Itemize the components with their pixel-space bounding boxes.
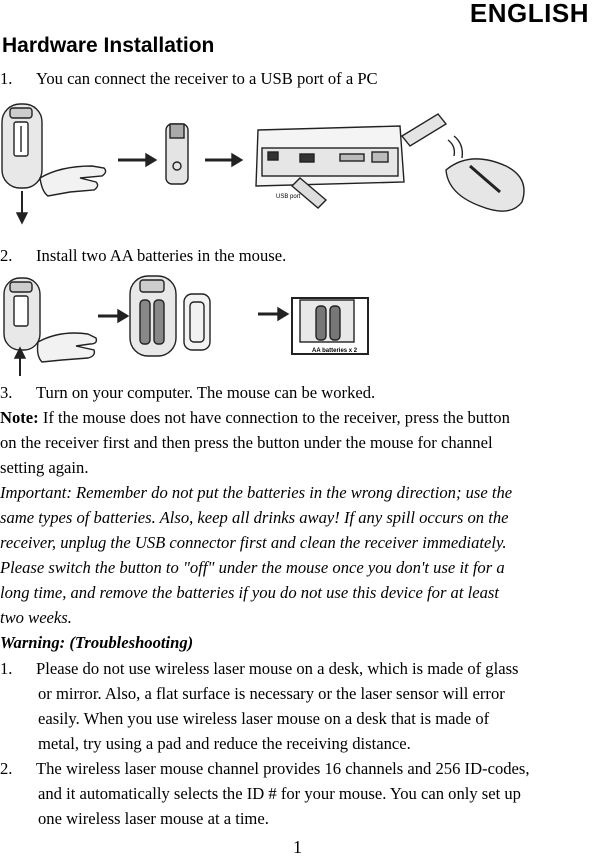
page-title: Hardware Installation (2, 34, 215, 57)
language-label: ENGLISH (469, 0, 589, 28)
important-line-2: same types of batteries. Also, keep all drinks away! If any spill occurs on the (0, 508, 509, 527)
step-text: Turn on your computer. The mouse can be worked. (36, 383, 376, 402)
mouse-top-image (446, 159, 524, 211)
note-text: If the mouse does not have connection to the receiver, press the button (38, 408, 510, 427)
hand-image (40, 166, 106, 196)
page-number: 1 (293, 837, 302, 857)
note-label: Note: (0, 408, 39, 427)
note-line-2: on the receiver first and then press the button under the mouse for channel (0, 433, 493, 452)
warning-text: Please do not use wireless laser mouse on a desk, which is made of glass (36, 659, 519, 678)
warning-item-2-line: one wireless laser mouse at a time. (38, 809, 269, 828)
step-text: You can connect the receiver to a USB port of a PC (36, 69, 378, 88)
warning-item-1 (0, 656, 519, 681)
note-line-3: setting again. (0, 458, 89, 477)
important-line-5: long time, and remove the batteries if you do not use this device for at least (0, 583, 499, 602)
battery-label: AA batteries x 2 (312, 348, 358, 354)
step-number: 1. (0, 69, 13, 88)
figure-battery-install (0, 272, 595, 380)
warning-item-2-line: and it automatically selects the ID # for your mouse. You can only set up (38, 784, 521, 803)
figure-usb-connection (0, 96, 595, 230)
warning-item-1-line: easily. When you use wireless laser mouse on a desk that is made of (38, 709, 490, 728)
important-line-4: Please switch the button to "off" under the mouse once you don't use it for a (0, 558, 505, 577)
step-1 (0, 66, 378, 91)
hand-image (38, 333, 97, 362)
step-2 (0, 243, 286, 268)
receiver-signal-image (402, 114, 446, 146)
important-line-6: two weeks. (0, 608, 72, 627)
warning-title: Warning: (Troubleshooting) (0, 633, 194, 652)
step-number: 2. (0, 246, 13, 265)
note-line-1 (0, 405, 510, 430)
usb-port-label: USB port (276, 194, 301, 200)
warning-number: 1. (0, 659, 13, 678)
warning-text: The wireless laser mouse channel provides 16 channels and 256 ID-codes, (36, 759, 530, 778)
important-line-3: receiver, unplug the USB connector first and clean the receiver immediately. (0, 533, 507, 552)
warning-number: 2. (0, 759, 13, 778)
warning-item-2 (0, 756, 530, 781)
step-3 (0, 380, 375, 405)
important-line-1: Important: Remember do not put the batteries in the wrong direction; use the (0, 483, 513, 502)
warning-item-1-line: or mirror. Also, a flat surface is necessary or the laser sensor will error (38, 684, 505, 703)
warning-item-1-line: metal, try using a pad and reduce the receiving distance. (38, 734, 411, 753)
step-number: 3. (0, 383, 13, 402)
step-text: Install two AA batteries in the mouse. (36, 246, 287, 265)
